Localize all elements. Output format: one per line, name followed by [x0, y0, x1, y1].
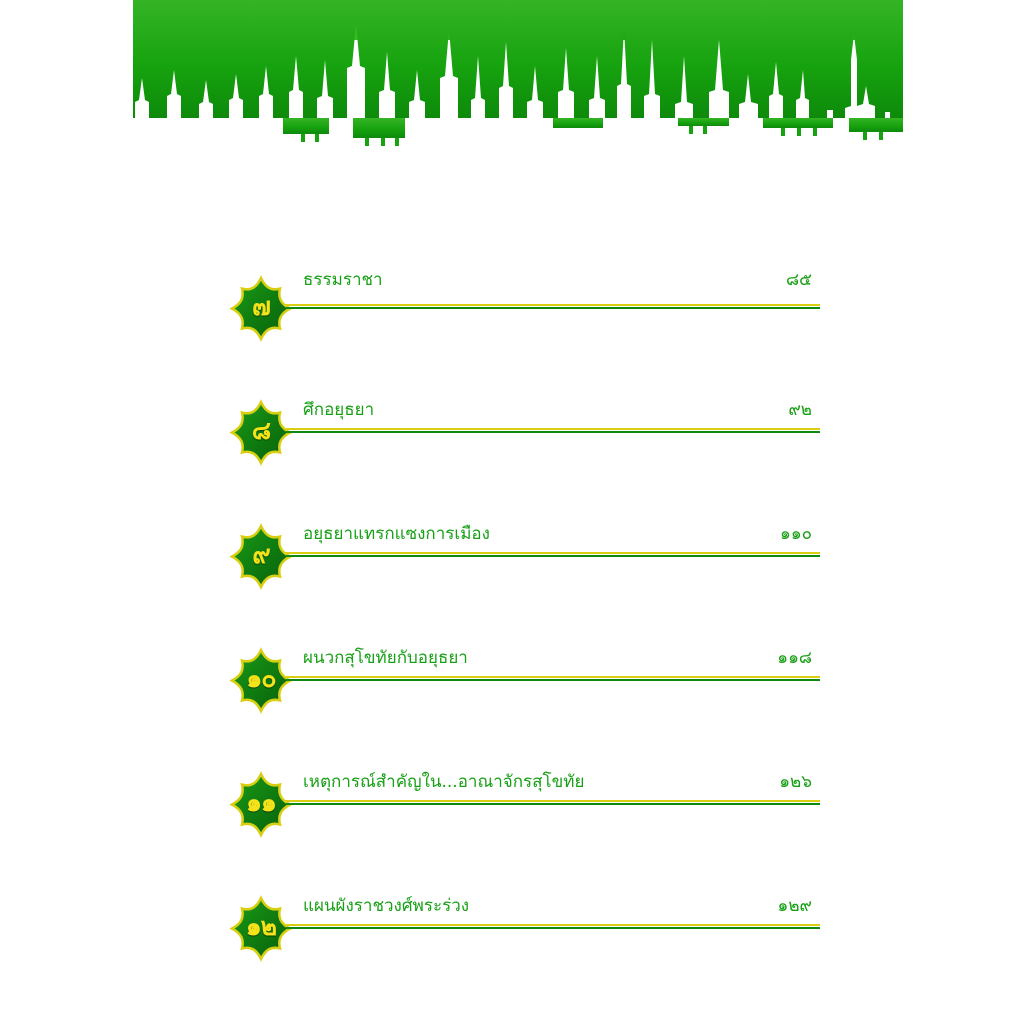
entry-title: เหตุการณ์สำคัญใน...อาณาจักรสุโขทัย — [303, 772, 585, 792]
toc-entry[interactable] — [0, 268, 1024, 392]
temple-skyline-banner — [133, 0, 903, 160]
leader-rule-gold — [286, 304, 820, 306]
entry-number: ๙ — [252, 540, 270, 569]
entry-title: ศึกอยุธยา — [303, 400, 375, 420]
leader-rule — [286, 304, 820, 309]
entry-title: ผนวกสุโขทัยกับอยุธยา — [303, 648, 468, 668]
leader-rule — [286, 924, 820, 929]
entry-page-number: ๙๒ — [788, 400, 812, 420]
leader-rule-green — [286, 307, 820, 309]
entry-number: ๑๐ — [246, 664, 276, 693]
leader-rule-green — [286, 803, 820, 805]
leader-rule-gold — [286, 552, 820, 554]
leader-rule-green — [286, 555, 820, 557]
entry-page-number: ๘๕ — [786, 270, 812, 290]
leader-rule-gold — [286, 800, 820, 802]
leader-rule-gold — [286, 924, 820, 926]
leader-rule-gold — [286, 676, 820, 678]
entry-page-number: ๑๒๖ — [779, 772, 812, 792]
entry-title: ธรรมราชา — [303, 270, 383, 290]
toc-entry[interactable] — [0, 392, 1024, 516]
leader-rule-green — [286, 431, 820, 433]
toc-entry[interactable] — [0, 640, 1024, 764]
leader-rule — [286, 428, 820, 433]
toc-entry[interactable] — [0, 888, 1024, 1012]
entry-page-number: ๑๑๘ — [777, 648, 812, 668]
leader-rule-gold — [286, 428, 820, 430]
entry-number: ๘ — [251, 416, 271, 445]
toc-entry[interactable] — [0, 764, 1024, 888]
leader-rule-green — [286, 927, 820, 929]
leader-rule-green — [286, 679, 820, 681]
leader-rule — [286, 800, 820, 805]
entry-page-number: ๑๑๐ — [780, 524, 812, 544]
entry-title: แผนผังราชวงศ์พระร่วง — [303, 896, 470, 916]
toc-entry[interactable] — [0, 516, 1024, 640]
leader-rule — [286, 552, 820, 557]
entry-page-number: ๑๒๙ — [777, 896, 812, 916]
entry-title: อยุธยาแทรกแซงการเมือง — [303, 524, 490, 544]
skyline-svg — [133, 0, 903, 160]
entry-number: ๑๒ — [245, 912, 277, 941]
leader-rule — [286, 676, 820, 681]
table-of-contents — [0, 268, 1024, 1012]
entry-number: ๗ — [252, 292, 270, 321]
entry-number: ๑๑ — [246, 788, 276, 817]
